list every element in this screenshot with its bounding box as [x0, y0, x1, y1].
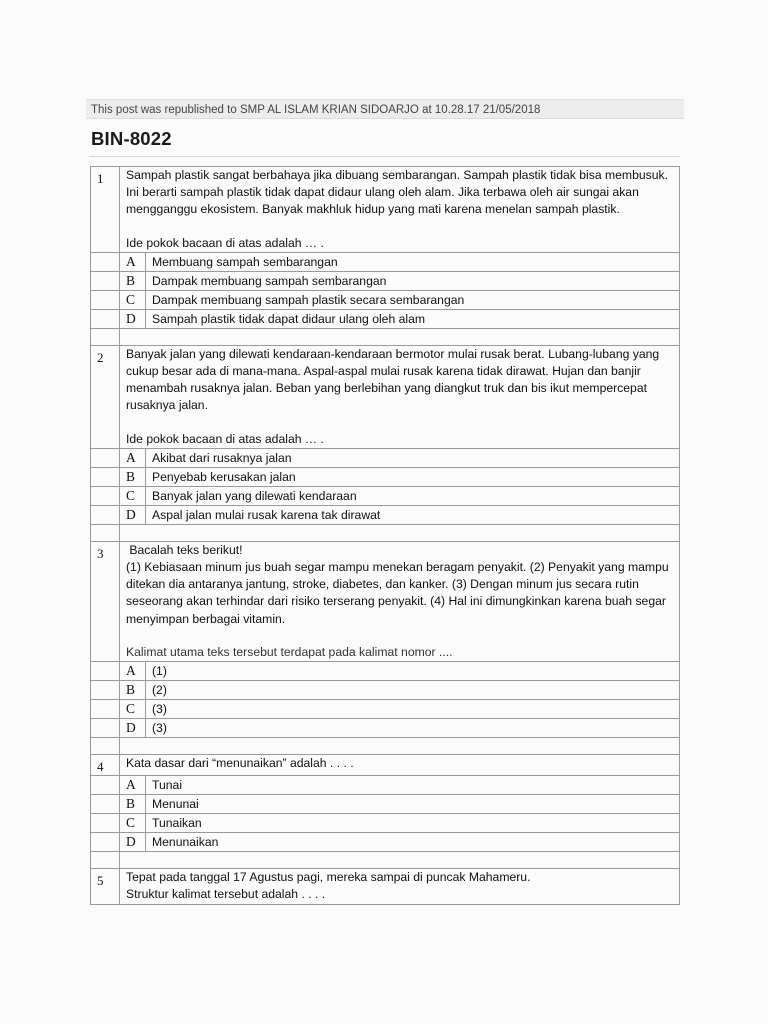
paragraph-gap: [126, 415, 673, 431]
option-blank-cell: [91, 814, 120, 833]
question-text: [120, 541, 680, 661]
question-prompt: Ide pokok bacaan di atas adalah … .: [126, 235, 324, 250]
option-row[interactable]: [91, 252, 680, 271]
option-row[interactable]: [91, 662, 680, 681]
option-row[interactable]: [91, 681, 680, 700]
question-number: 4: [91, 755, 120, 776]
option-row[interactable]: [91, 486, 680, 505]
option-blank-cell: [91, 681, 120, 700]
spacer-cell: [120, 738, 680, 755]
option-blank-cell: [91, 700, 120, 719]
spacer-cell: [91, 738, 120, 755]
option-text: Menunai: [146, 795, 680, 814]
option-blank-cell: [91, 252, 120, 271]
option-text: Aspal jalan mulai rusak karena tak dirawat: [146, 505, 680, 524]
spacer-cell: [91, 524, 120, 541]
spacer-cell: [120, 524, 680, 541]
option-blank-cell: [91, 448, 120, 467]
question-text: [120, 167, 680, 253]
option-letter: A: [120, 776, 146, 795]
option-letter: B: [120, 271, 146, 290]
paragraph-gap: [126, 219, 673, 235]
option-row[interactable]: [91, 271, 680, 290]
option-blank-cell: [91, 505, 120, 524]
option-row[interactable]: [91, 814, 680, 833]
spacer-cell: [120, 328, 680, 345]
option-letter: D: [120, 719, 146, 738]
option-row[interactable]: [91, 833, 680, 852]
question-number: 2: [91, 345, 120, 448]
paragraph-gap: [126, 628, 673, 644]
option-letter: C: [120, 700, 146, 719]
document-title: BIN-8022: [91, 128, 172, 149]
option-letter: C: [120, 486, 146, 505]
option-text: Tunaikan: [146, 814, 680, 833]
question-text: [120, 345, 680, 448]
question-paragraph: (1) Kebiasaan minum jus buah segar mampu menekan beragam penyakit. (2) Penyakit yang mampu ditekan dia antaranya jantung, stroke, diabetes, dan kanker. (3) Dengan minum jus secara rutin seseorang akan terhindar dari risiko terserang penyakit. (4) Hal ini dimungkinkan karena buah segar menyimpan berbagai vitamin.: [126, 560, 669, 626]
question-text: [120, 755, 680, 776]
option-blank-cell: [91, 290, 120, 309]
option-blank-cell: [91, 486, 120, 505]
question-paragraph: Sampah plastik sangat berbahaya jika dibuang sembarangan. Sampah plastik tidak bisa membusuk. Ini berarti sampah plastik tidak dapat didaur ulang oleh alam. Jika terbawa oleh air sungai akan mengganggu ekosistem. Banyak makhluk hidup yang mati karena menelan sampah plastik.: [126, 168, 668, 217]
option-row[interactable]: [91, 448, 680, 467]
option-letter: A: [120, 662, 146, 681]
option-text: (2): [146, 681, 680, 700]
option-letter: B: [120, 467, 146, 486]
spacer-row: [91, 738, 680, 755]
option-row[interactable]: [91, 309, 680, 328]
option-text: Dampak membuang sampah plastik secara sembarangan: [146, 290, 680, 309]
option-row[interactable]: [91, 467, 680, 486]
option-letter: B: [120, 681, 146, 700]
question-row: [91, 167, 680, 253]
option-letter: B: [120, 795, 146, 814]
question-number: 5: [91, 869, 120, 904]
option-text: Banyak jalan yang dilewati kendaraan: [146, 486, 680, 505]
republish-banner: This post was republished to SMP AL ISLAM KRIAN SIDOARJO at 10.28.17 21/05/2018: [86, 99, 684, 119]
question-text: [120, 869, 680, 904]
spacer-cell: [120, 852, 680, 869]
option-row[interactable]: [91, 776, 680, 795]
spacer-cell: [91, 328, 120, 345]
option-text: Akibat dari rusaknya jalan: [146, 448, 680, 467]
question-row: [91, 869, 680, 904]
spacer-row: [91, 524, 680, 541]
option-blank-cell: [91, 795, 120, 814]
option-blank-cell: [91, 271, 120, 290]
option-text: (3): [146, 719, 680, 738]
option-blank-cell: [91, 719, 120, 738]
option-letter: A: [120, 448, 146, 467]
option-blank-cell: [91, 776, 120, 795]
question-row: [91, 541, 680, 661]
option-row[interactable]: [91, 700, 680, 719]
question-paragraph: Banyak jalan yang dilewati kendaraan-kendaraan bermotor mulai rusak berat. Lubang-lubang yang cukup besar ada di mana-mana. Aspal-aspal mulai rusak karena tidak dirawat. Hujan dan banjir menambah rusaknya jalan. Beban yang berlebihan yang diangkut truk dan bis ikut mempercepat rusaknya jalan.: [126, 346, 660, 413]
question-paragraph: Kata dasar dari “menunaikan” adalah . . . .: [126, 756, 354, 771]
option-letter: A: [120, 252, 146, 271]
question-paragraph: Tepat pada tanggal 17 Agustus pagi, mereka sampai di puncak Mahameru.: [126, 870, 531, 885]
spacer-cell: [91, 852, 120, 869]
option-letter: D: [120, 505, 146, 524]
option-text: Membuang sampah sembarangan: [146, 252, 680, 271]
question-number: 3: [91, 541, 120, 661]
option-row[interactable]: [91, 719, 680, 738]
option-blank-cell: [91, 662, 120, 681]
option-blank-cell: [91, 833, 120, 852]
quiz-table-body: [91, 167, 680, 905]
option-blank-cell: [91, 467, 120, 486]
question-number: 1: [91, 167, 120, 253]
option-letter: D: [120, 833, 146, 852]
option-text: Dampak membuang sampah sembarangan: [146, 271, 680, 290]
question-prompt: Ide pokok bacaan di atas adalah … .: [126, 431, 324, 446]
option-text: Sampah plastik tidak dapat didaur ulang oleh alam: [146, 309, 680, 328]
option-text: (3): [146, 700, 680, 719]
option-row[interactable]: [91, 290, 680, 309]
option-blank-cell: [91, 309, 120, 328]
question-row: [91, 345, 680, 448]
question-prompt: Kalimat utama teks tersebut terdapat pada kalimat nomor ....: [126, 644, 453, 659]
question-row: [91, 755, 680, 776]
option-text: Tunai: [146, 776, 680, 795]
option-letter: C: [120, 814, 146, 833]
option-text: Menunaikan: [146, 833, 680, 852]
option-letter: C: [120, 290, 146, 309]
spacer-row: [91, 852, 680, 869]
spacer-row: [91, 328, 680, 345]
question-paragraph: Struktur kalimat tersebut adalah . . . .: [126, 887, 326, 902]
option-text: Penyebab kerusakan jalan: [146, 467, 680, 486]
option-row[interactable]: [91, 795, 680, 814]
quiz-table: [90, 166, 680, 905]
option-row[interactable]: [91, 505, 680, 524]
title-divider: [89, 156, 680, 157]
question-paragraph: Bacalah teks berikut!: [126, 542, 243, 557]
option-text: (1): [146, 662, 680, 681]
option-letter: D: [120, 309, 146, 328]
